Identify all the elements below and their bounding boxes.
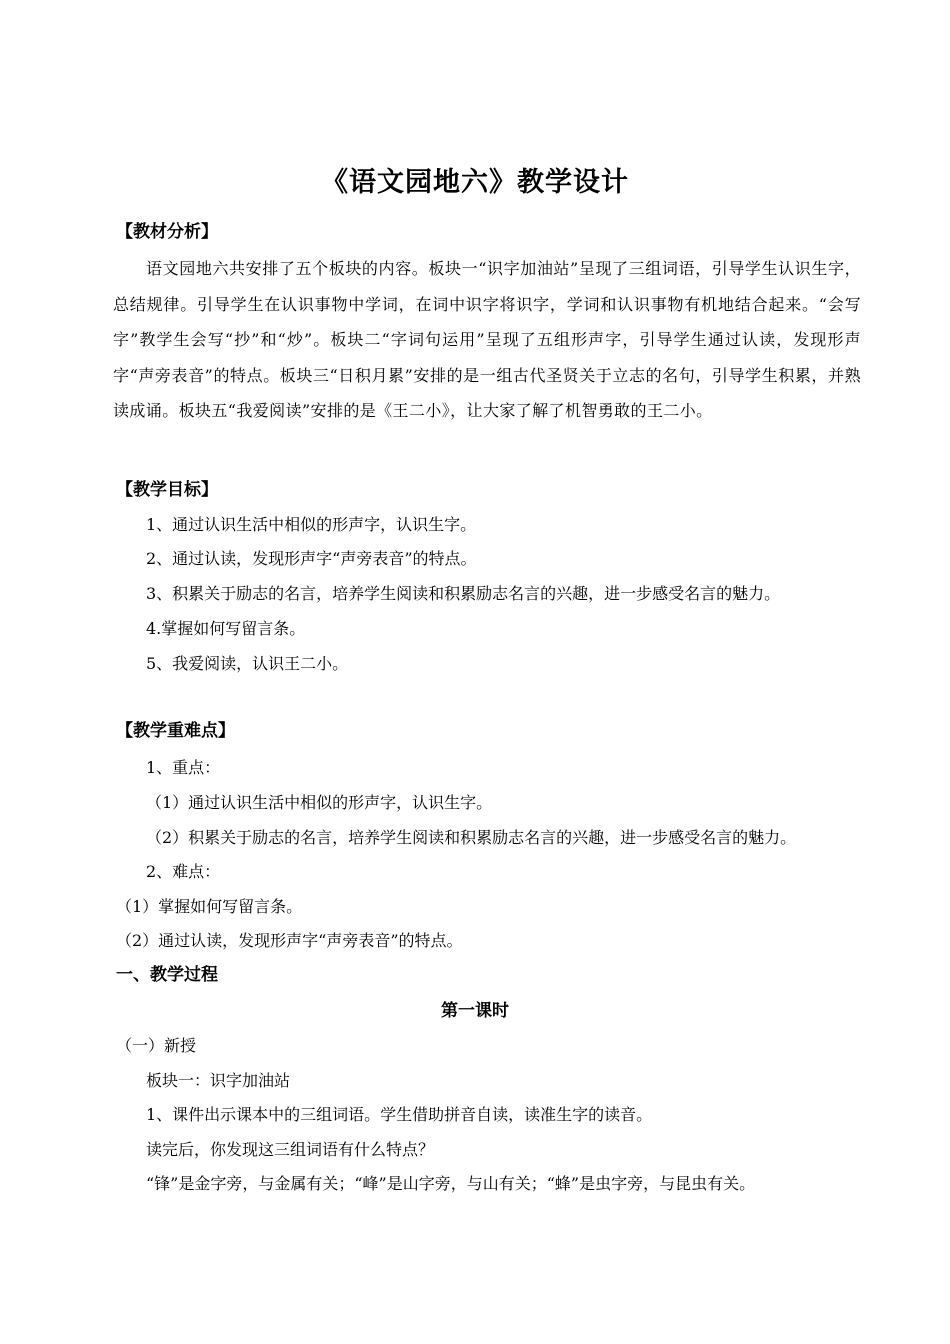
new-teaching-label: （一）新授 xyxy=(116,1036,197,1055)
block-one-label: 板块一：识字加油站 xyxy=(146,1071,291,1090)
key-item: （2）积累关于励志的名言，培养学生阅读和积累励志名言的兴趣，进一步感受名言的魅力。 xyxy=(146,828,797,847)
keypoints-heading: 【教学重难点】 xyxy=(116,721,235,741)
goal-item: 4.掌握如何写留言条。 xyxy=(146,619,306,638)
question-text: 读完后，你发现这三组词语有什么特点？ xyxy=(146,1140,435,1159)
goals-heading: 【教学目标】 xyxy=(116,480,218,500)
goal-item: 3、积累关于励志的名言，培养学生阅读和积累励志名言的兴趣，进一步感受名言的魅力。 xyxy=(146,584,781,603)
document-title: 《语文园地六》教学设计 xyxy=(321,167,629,198)
goal-item: 5、我爱阅读，认识王二小。 xyxy=(146,654,349,673)
goal-item: 1、通过认识生活中相似的形声字，认识生字。 xyxy=(146,515,477,534)
analysis-heading: 【教材分析】 xyxy=(116,222,218,242)
difficult-item: （1）掌握如何写留言条。 xyxy=(116,897,303,916)
goal-item: 2、通过认读，发现形声字“声旁表音”的特点。 xyxy=(146,549,477,568)
process-heading: 一、教学过程 xyxy=(116,965,218,985)
key-item: （1）通过认识生活中相似的形声字，认识生字。 xyxy=(146,793,493,812)
lesson-title: 第一课时 xyxy=(441,1001,509,1021)
step-one-text: 1、课件出示课本中的三组词语。学生借助拼音自读，读准生字的读音。 xyxy=(146,1105,653,1124)
key-label: 1、重点： xyxy=(146,758,221,777)
answer-text: “锋”是金字旁，与金属有关；“峰”是山字旁，与山有关；“蜂”是虫字旁，与昆虫有关。 xyxy=(146,1174,756,1193)
difficult-label: 2、难点： xyxy=(146,862,221,881)
difficult-item: （2）通过认读，发现形声字“声旁表音”的特点。 xyxy=(116,931,463,950)
analysis-paragraph: 语文园地六共安排了五个板块的内容。板块一“识字加油站”呈现了三组词语，引导学生认识生字，总结规律。引导学生在认识事物中学词，在词中识字将识字，学词和认识事物有机地结合起来。“会写字”教学生会写“抄”和“炒”。板块二“字词句运用”呈现了五组形声字，引导学生通过认读，发现形声字“声旁表音”的特点。板块三“日积月累”安排的是一组古代圣贤关于立志的名句，引导学生积累，并熟读成诵。板块五“我爱阅读”安排的是《王二小》，让大家了解了机智勇敢的王二小。 xyxy=(113,259,861,420)
